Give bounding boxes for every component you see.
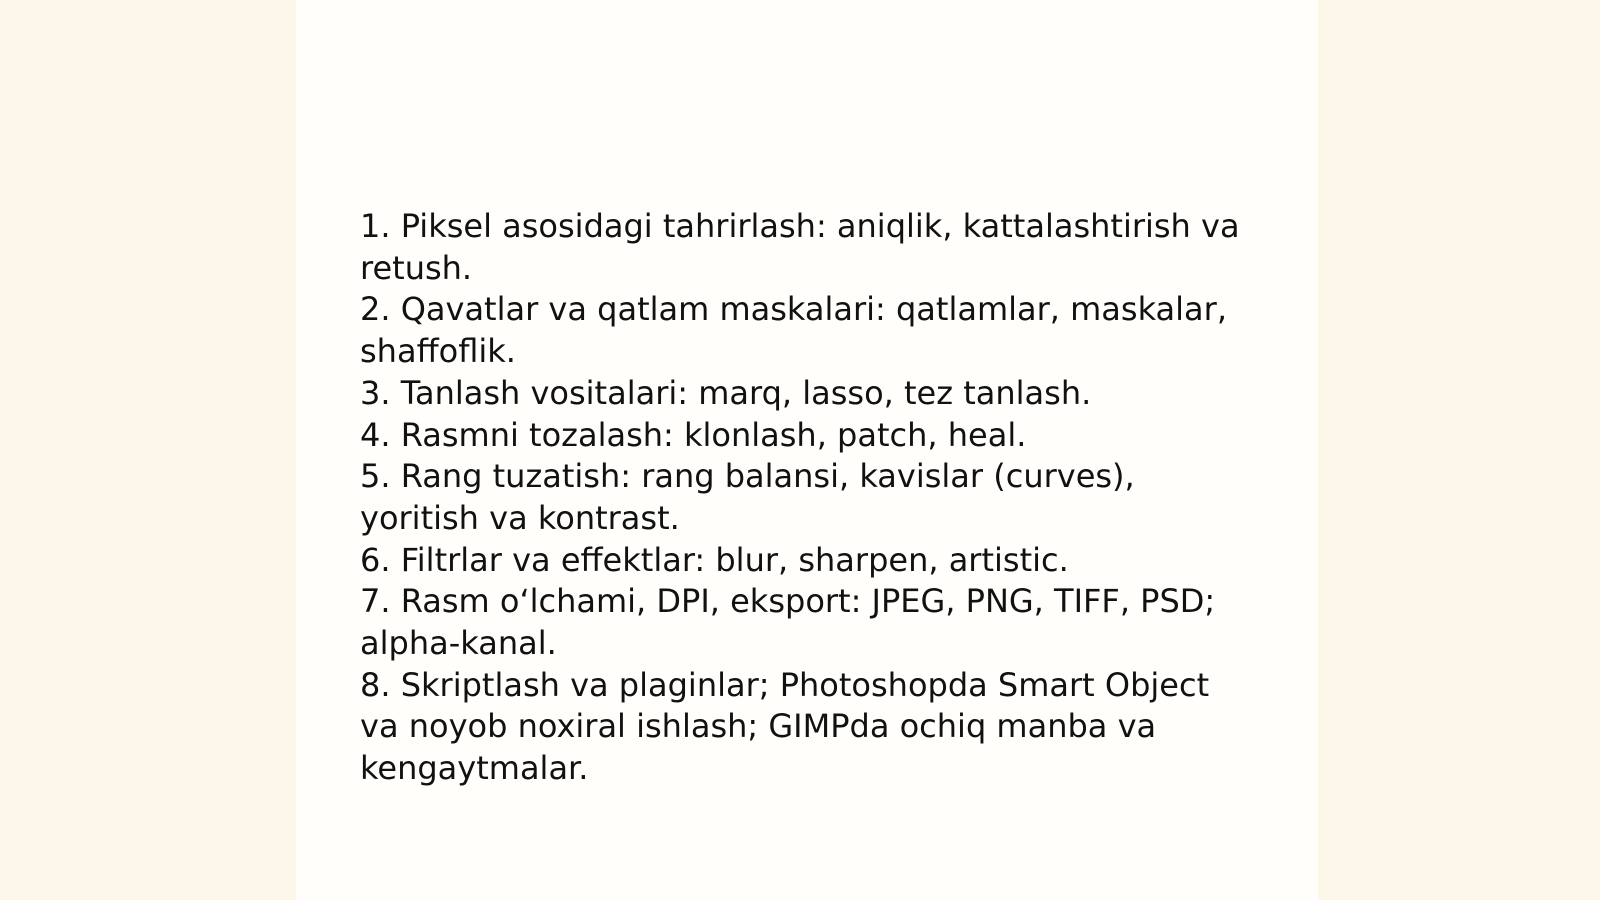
list-item-2: 2. Qavatlar va qatlam maskalari: qatlamlar, maskalar, shaffoflik. — [360, 290, 1227, 371]
list-item-1: 1. Piksel asosidagi tahrirlash: aniqlik, kattalashtirish va retush. — [360, 207, 1240, 287]
list-item-3: 3. Tanlash vositalari: marq, lasso, tez tanlash. — [360, 373, 1092, 412]
slide-page — [296, 0, 1318, 900]
list-item-6: 6. Filtrlar va effektlar: blur, sharpen, artistic. — [360, 540, 1069, 579]
list-item-4: 4. Rasmni tozalash: klonlash, patch, heal. — [360, 415, 1027, 454]
list-item-8: 8. Skriptlash va plaginlar; Photoshopda Smart Object va noyob noxiral ishlash; GIMPda ochiq manba va kengaytmalar. — [360, 665, 1210, 788]
list-item-5: 5. Rang tuzatish: rang balansi, kavislar (curves), yoritish va kontrast. — [360, 457, 1135, 537]
list-item-7: 7. Rasm o‘lchami, DPI, eksport: JPEG, PNG, TIFF, PSD; alpha-kanal. — [360, 582, 1216, 663]
slide-body — [360, 206, 1240, 790]
